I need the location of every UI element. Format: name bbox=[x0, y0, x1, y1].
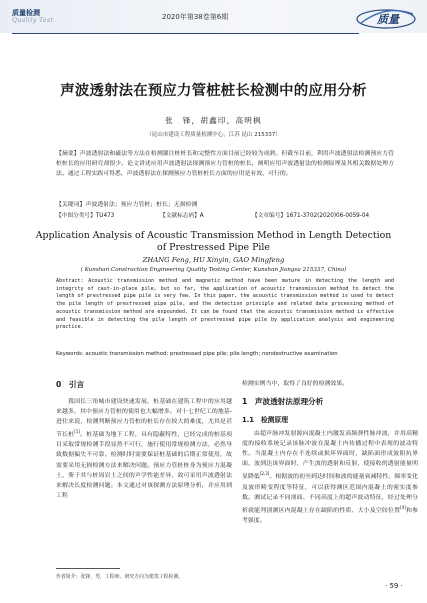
footnote-rule bbox=[56, 568, 120, 569]
affiliation-zh: （昆山市建设工程质量检测中心，江苏 昆山 215337） bbox=[146, 132, 281, 138]
header-rule bbox=[12, 33, 359, 34]
keywords-zh: 【关键词】声波透射法；预应力管桩；桩长；无损检测 bbox=[56, 202, 198, 208]
paper-title-zh: 声波透射法在预应力管桩桩长检测中的应用分析 bbox=[60, 83, 367, 99]
abstract-zh: 【摘要】声波透射法和磁法等方法在检测灌注桩桩长和完整性方面目前已经较为成熟。但截至目前，利用声波透射法检测预应力管桩桩长的应用研究却很少。论文讲述应用声波透射法探测预应力管桩的桩长，阐明应用声波透射法的检测原理及其相关数据处理方法。通过工程实践可得悉，声波透射法在探测预应力管桩桩长方面的应用是有效、可行的。 bbox=[56, 151, 394, 177]
intro-text-2: 。桩基础为地下工程，具有隐蔽特性，已经完成的桩基项目采取常规检测手段显然不可行，施行使用常规检测方法，必然导致数据偏失不可靠。检测时时需要保证桩基础的后期正常使用，故需要采用无损检测方法来解决问题。预应力管桩桩身为预应力混凝土，鉴于其与桩周岩土之间的声学性能差异，故可采用声波透射法来解决长度检测问题。本文通过对该探测方法原理分析，并应用到工程 bbox=[56, 432, 233, 499]
clc-number: 【中图分类号】TU473 bbox=[56, 213, 115, 219]
intro-text-1: 我国长三角城市建设快速发展，桩基础在建筑工程中的应用越来越多，其中预应力管桩的使用也大幅增多。对十七世纪工的地基-进往来说，检测判断预应力管桩的桩长存在较大的难度，尤其是甚节长桩 bbox=[56, 399, 232, 439]
page-number: · 59 · bbox=[385, 582, 403, 590]
principle-paragraph bbox=[242, 429, 418, 526]
section-heading-intro: 0 引言 bbox=[56, 380, 85, 389]
principle-text-3: 和参考强度。 bbox=[242, 507, 419, 524]
principle-text-1: 由超声脉冲发射源向混凝土内激发高频弹性脉冲波，并用高精度的接收系统记录该脉冲波在混凝土内传播过程中表现的波动特性。当混凝土内存在不连续或损坏界面时，缺陷面形成波阻抗界面，波到达该界面时，产生波的透射和反射，使接收的透射能量明显降低 bbox=[242, 431, 418, 481]
journal-logo bbox=[355, 6, 417, 30]
author-footnote: 作者简介：张锋，男，工程师，研究方向为建筑工程检测。 bbox=[56, 574, 184, 580]
article-number: 【文章编号】1671-3702(2020)06-0059-04 bbox=[252, 213, 370, 219]
issue-info: 2020年第38卷第6期 bbox=[162, 13, 229, 21]
journal-name-en: Quality Test bbox=[12, 17, 54, 24]
body-left-column bbox=[56, 379, 232, 501]
affiliation-en: ( Kunshan Construction Engineering Quality Testing Center, Kunshan Jiangsu 215337, China) bbox=[80, 267, 347, 273]
journal-header bbox=[0, 0, 427, 44]
doc-code: 【文献标志码】A bbox=[160, 213, 204, 219]
section-heading-principle: 1 声波透射法原理分析 bbox=[242, 397, 324, 407]
subsection-heading-detection: 1.1 检测原理 bbox=[242, 416, 289, 425]
body-right-column bbox=[242, 379, 418, 526]
title-en-line2: of Prestressed Pipe Pile bbox=[157, 242, 270, 254]
intro-paragraph-end: 检测实例当中，取得了良好的检测效果。 bbox=[242, 381, 349, 387]
logo-text: 质量 bbox=[377, 13, 399, 26]
paper-title-en bbox=[0, 230, 427, 255]
journal-name: 质量检测 bbox=[12, 9, 40, 17]
authors-zh: 张 锋，胡鑫印，高明枫 bbox=[165, 116, 262, 125]
keywords-en: Keywords: acoustic transmission method; prestressed pipe pile; pile length; nondestructive examination bbox=[56, 351, 338, 357]
principle-text-2: 。根据波的初至到达时间和波的能量衰减特性、频率变化及波形畸变程度等特征，可以获得测区范围内混凝土的密实度参数。测试记录不同剖面、不同高度上的超声波动特征，经过处理分析就能判别测区内混凝土存在缺陷的性质、大小及空间位置 bbox=[242, 474, 419, 514]
intro-paragraph bbox=[56, 397, 232, 501]
authors-en: ZHANG Feng, HU Xinyin, GAO Mingfeng bbox=[142, 256, 285, 264]
citation-4: [4] bbox=[400, 504, 406, 510]
title-en-line1: Application Analysis of Acoustic Transmission Method in Length Detection bbox=[35, 230, 392, 241]
citation-1: [1] bbox=[74, 429, 80, 435]
abstract-en: Abstract: Acoustic transmission method and magnetic method have been mature in detecting the length and integrity of cast-in-place pile, but so far, the application of acoustic transmission method to detect the length of prestressed pipe pile is very few. In this paper, the acoustic transmission method is used to detect the pile length of prestressed pipe pile, and the detection principle and related data processing method of acoustic transmission method are expounded. It can be found that the acoustic transmission method is effective and feasible in detecting the pile length of prestressed pipe pile by application analysis and engineering practice. bbox=[56, 278, 394, 331]
citation-2-3: [2,3] bbox=[259, 471, 270, 477]
